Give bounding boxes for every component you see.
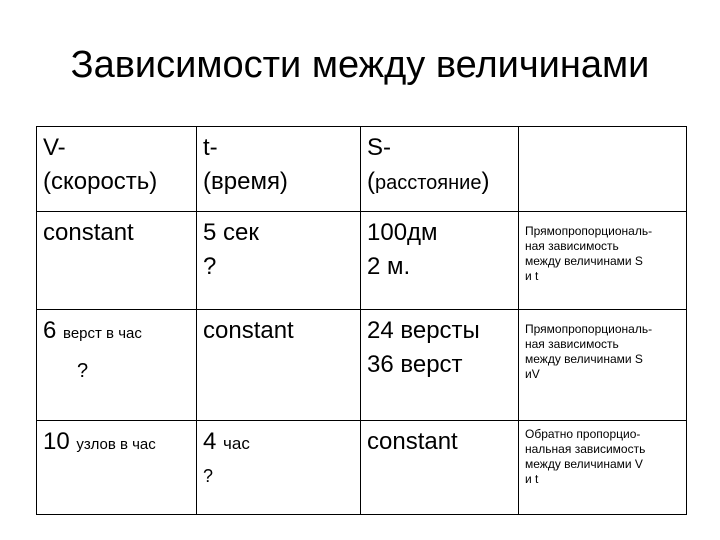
- row2-note-line: иV: [525, 367, 540, 381]
- row1-distance-value1: 100дм: [367, 219, 438, 246]
- row2-distance-cell: [361, 310, 519, 421]
- row3-note-cell: [519, 421, 687, 515]
- row1-note-line: и t: [525, 269, 539, 283]
- table-row: [37, 310, 687, 421]
- row3-time-value: [203, 425, 354, 461]
- row3-speed-number: 10: [43, 428, 70, 455]
- header-speed-label: (скорость): [43, 168, 158, 195]
- row3-note-line: Обратно пропорцио-: [525, 427, 641, 441]
- row2-note-cell: [519, 310, 687, 421]
- row3-distance-cell: [361, 421, 519, 515]
- row3-time-unit: час: [223, 434, 250, 453]
- row2-note-line: между величинами S: [525, 352, 643, 366]
- row1-speed-cell: [37, 212, 197, 310]
- row3-note-line: между величинами V: [525, 457, 643, 471]
- header-distance-close-paren: ): [481, 168, 490, 195]
- row1-time-cell: [197, 212, 361, 310]
- row3-speed-value: [43, 425, 190, 462]
- row2-speed-cell: [37, 310, 197, 421]
- header-distance-word: расстояние: [375, 172, 482, 194]
- row2-distance-value2: 36 верст: [367, 351, 463, 378]
- row3-time-number: 4: [203, 428, 217, 455]
- row2-speed-unit: верст в час: [63, 325, 142, 342]
- table-header-row: [37, 127, 687, 212]
- row2-note-line: Прямопропорциональ-: [525, 322, 653, 336]
- header-distance-open-paren: (: [367, 168, 375, 195]
- row1-time-question: ?: [203, 253, 217, 280]
- header-time-label: (время): [203, 168, 288, 195]
- page-title: Зависимости между величинами: [70, 44, 650, 86]
- row1-note-line: Прямопропорциональ-: [525, 224, 653, 238]
- row1-distance-value2: 2 м.: [367, 253, 411, 280]
- row1-distance-cell: [361, 212, 519, 310]
- row1-note-line: между величинами S: [525, 254, 643, 268]
- row2-distance-value1: 24 версты: [367, 317, 480, 344]
- table-row: [37, 212, 687, 310]
- dependency-table: [36, 126, 687, 515]
- table-row: [37, 421, 687, 515]
- header-distance-symbol: S-: [367, 134, 391, 161]
- row3-speed-unit: узлов в час: [76, 436, 156, 453]
- row1-note-line: ная зависимость: [525, 239, 619, 253]
- header-speed-symbol: V-: [43, 134, 66, 161]
- row2-speed-value: [43, 314, 190, 351]
- row3-distance: constant: [367, 428, 458, 455]
- row2-time: constant: [203, 317, 294, 344]
- header-empty-cell: [519, 127, 687, 212]
- header-distance-cell: [361, 127, 519, 212]
- row3-note-line: нальная зависимость: [525, 442, 646, 456]
- row1-note-cell: [519, 212, 687, 310]
- row3-time-question: ?: [203, 466, 214, 486]
- header-speed-cell: [37, 127, 197, 212]
- row3-speed-cell: [37, 421, 197, 515]
- header-time-symbol: t-: [203, 134, 218, 161]
- row2-speed-question: ?: [77, 360, 89, 382]
- row3-time-cell: [197, 421, 361, 515]
- row2-note-line: ная зависимость: [525, 337, 619, 351]
- row1-time-value: 5 сек: [203, 219, 259, 246]
- row2-speed-number: 6: [43, 317, 57, 344]
- row1-speed: constant: [43, 219, 134, 246]
- row3-note-line: и t: [525, 472, 539, 486]
- row2-time-cell: [197, 310, 361, 421]
- header-distance-label: [367, 165, 512, 200]
- header-time-cell: [197, 127, 361, 212]
